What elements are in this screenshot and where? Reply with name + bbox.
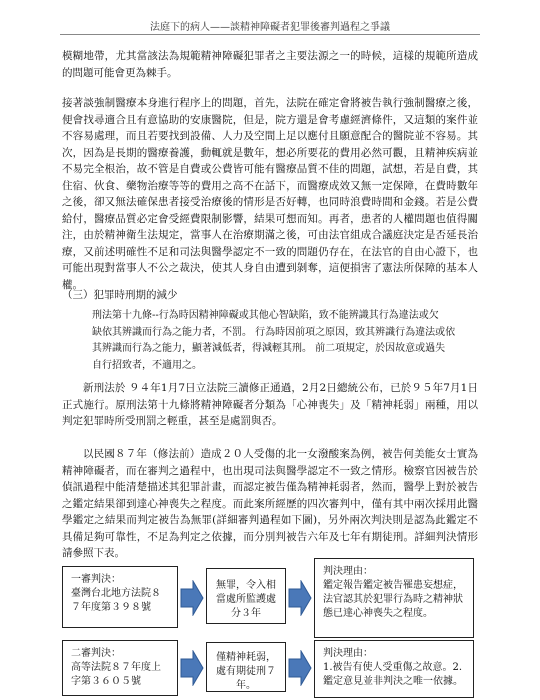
law-quote — [92, 308, 478, 374]
paragraph-1: 模糊地帶，尤其當該法為規範精神障礙犯罪者之主要法源之一的時候，這樣的規範所造成的問題可能會更為棘手。 — [62, 50, 478, 79]
second-instance-court: 高等法院８７年度上字第３６０５號 — [71, 662, 161, 687]
second-instance-verdict: 僅精神耗弱，處有期徒刑７年。 — [216, 652, 276, 691]
first-instance-reason-box — [314, 558, 474, 638]
law-quote-line-1: 刑法第十九條--行為時因精神障礙或其他心智缺陷，致不能辨識其行為違法或欠 — [92, 310, 439, 321]
first-instance-court: 臺灣台北地方法院８７年度第３９８號 — [71, 588, 161, 613]
arrow-right-icon — [288, 580, 312, 616]
paragraph-2: 接著談強制醫療本身進行程序上的問題，首先，法院在確定會將被告執行強制醫療之後，便會找尋適合且有意協助的安康醫院，但是，院方還是會考慮經濟條件，又這類的案件並不容易處理，而且若要找到設備、人力及空間上足以應付且願意配合的醫院並不容易。其次，因為是長期的醫療養護，動輒就是數年，想必所要花的費用必然可觀，且精神疾病並不易完全根治，故不管是自費或公費皆可能有醫療品質不佳的問題，試想，若是自費，其住宿、伙食、藥物治療等等的費用之高不在話下，而醫療成效又無一定保障，在費時數年之後，卻又無法確保患者接受治療後的情形是否好轉，也同時浪費時間和金錢。若是公費給付，醫療品質必定會受經費限制影響，結果可想而知。再者，患者的人權問題也值得關注，由於精神衛生法規定，當事人在治療期滿之後，可由法官組成合議庭決定是否延長治療，又前述明確性不足和司法與醫學認定不一致的問題仍存在，在法官的自由心證下，也可能出現對當事人不公之裁決，使其人身自由遭到剝奪，這便損害了憲法所保障的基本人權。 — [62, 97, 478, 291]
law-quote-line-3: 其辨識而行為之能力，顯著減低者，得減輕其刑。 前二項規定，於因故意或過失 — [92, 343, 446, 354]
arrow-right-icon — [180, 580, 204, 616]
second-instance-title: 二審判決： — [71, 648, 121, 659]
arrow-right-icon — [180, 650, 204, 686]
second-instance-box — [62, 640, 178, 696]
first-instance-title: 一審判決： — [71, 574, 121, 585]
second-instance-verdict-box — [206, 642, 286, 692]
paragraph-3: 新刑法於 ９４年1月7日立法院三讀修正通過，2月2日總統公布，已於９５年7月1日正式施行。原刑法第十九條將精神障礙者分類為「心神喪失」及「精神耗弱」兩種，用以判定犯罪時所受刑罰之輕重，甚至是處罰與否。 — [62, 382, 478, 427]
law-quote-line-2: 缺依其辨識而行為之能力者，不罰。 行為時因前項之原因，致其辨識行為違法或依 — [92, 326, 456, 338]
second-instance-reason-title: 判決理由： — [323, 648, 373, 659]
first-instance-verdict-box — [206, 568, 286, 624]
paragraph-4: 以民國８７年（修法前）造成２０人受傷的北一女潑酸案為例，被告何美能女士實為精神障礙者，而在審判之過程中，也出現司法與醫學認定不一致之情形。檢察官因被告於偵訊過程中能清楚描述其犯罪計畫，而認定被告僅為精神耗弱者，然而，醫學上對於被告之鑑定結果卻到達心神喪失之程度。而此案所經歷的四次審判中，僅有其中兩次採用此醫學鑑定之結果而判定被告為無罪(詳細審判過程如下圖)，另外兩次判決則是認為此鑑定不具備足夠可靠性，不足為判定之依據，而分別判被告六年及七年有期徒刑。詳細判決情形請參照下表。 — [62, 448, 478, 559]
law-quote-line-4: 自行招致者，不適用之。 — [92, 359, 202, 371]
first-instance-reason: 鑑定報告鑑定被告罹患妄想症，法官認其於犯罪行為時之精神狀態已達心神喪失之程度。 — [323, 580, 463, 619]
first-instance-reason-title: 判決理由： — [323, 566, 373, 577]
second-instance-reason: 1.被告有使人受重傷之故意。2.鑑定意見並非判決之唯一依據。 — [323, 662, 463, 687]
running-header: 法庭下的病人——談精神障礙者犯罪後審判過程之爭議 — [150, 22, 390, 33]
second-instance-reason-box — [314, 640, 474, 698]
first-instance-verdict: 無罪，令入相當處所監護處分３年 — [216, 580, 276, 619]
header-rule — [60, 34, 480, 35]
section-heading: （三）犯罪時刑期的減少 — [62, 289, 178, 301]
arrow-right-icon — [288, 650, 312, 686]
first-instance-box — [62, 566, 178, 628]
